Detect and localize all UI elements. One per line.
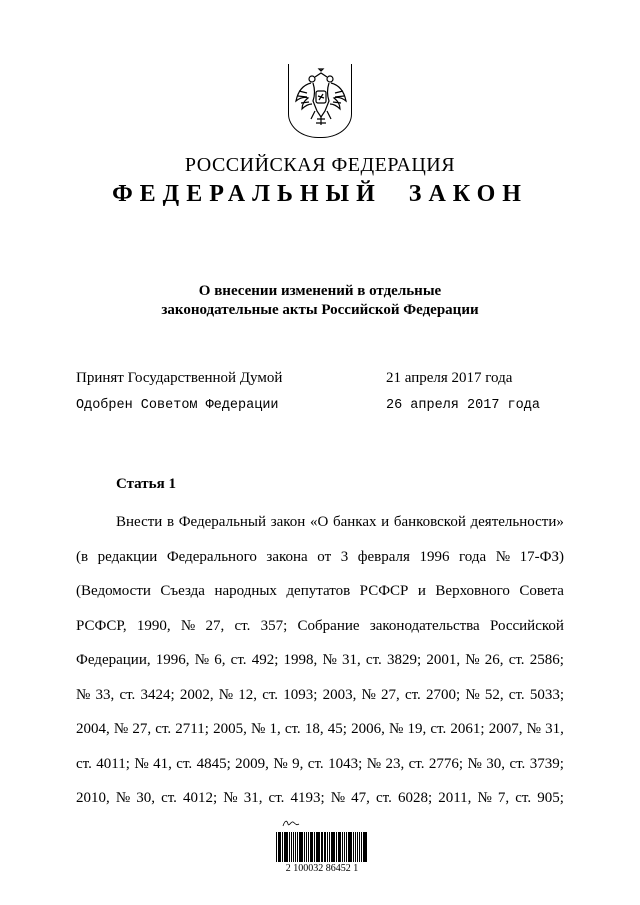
article-heading: Статья 1 [116, 476, 176, 492]
council-approval-date: 26 апреля 2017 года [386, 398, 540, 413]
article-line: ст. 4011; № 41, ст. 4845; 2009, № 9, ст. 1043; № 23, ст. 2776; № 30, ст. 3739; [76, 755, 564, 772]
article-line: (в редакции Федерального закона от 3 февраля 1996 года № 17-ФЗ) [76, 548, 564, 565]
article-line: (Ведомости Съезда народных депутатов РСФСР и Верховного Совета [76, 583, 564, 599]
article-body [76, 505, 564, 816]
law-title [0, 282, 640, 320]
document-barcode [276, 826, 368, 874]
article-line: РСФСР, 1990, № 27, ст. 357; Собрание законодательства Российской [76, 617, 564, 634]
article-line: № 33, ст. 3424; 2002, № 12, ст. 1093; 2003, № 27, ст. 2700; № 52, ст. 5033; [76, 686, 564, 703]
barcode-bars [276, 832, 368, 862]
country-name: РОССИЙСКАЯ ФЕДЕРАЦИЯ [184, 154, 456, 176]
handwritten-mark-icon [282, 818, 300, 828]
law-title-line-2: законодательные акты Российской Федерации [161, 302, 479, 318]
council-approval-label: Одобрен Советом Федерации [76, 398, 279, 413]
duma-adoption-label: Принят Государственной Думой [76, 370, 283, 386]
barcode-number: 2 100032 86452 1 [285, 863, 359, 874]
state-emblem [288, 64, 352, 138]
article-line: 2004, № 27, ст. 2711; 2005, № 1, ст. 18, 45; 2006, № 19, ст. 2061; 2007, № 31, [76, 721, 564, 737]
article-line: Федерации, 1996, № 6, ст. 492; 1998, № 31, ст. 3829; 2001, № 26, ст. 2586; [76, 652, 564, 668]
article-line: 2010, № 30, ст. 4012; № 31, ст. 4193; № 47, ст. 6028; 2011, № 7, ст. 905; [76, 790, 564, 806]
article-line: Внести в Федеральный закон «О банках и банковской деятельности» [116, 514, 564, 530]
double-headed-eagle-icon [293, 67, 349, 129]
law-title-line-1: О внесении изменений в отдельные [198, 283, 442, 299]
duma-adoption-date: 21 апреля 2017 года [386, 370, 513, 386]
law-type-heading: ФЕДЕРАЛЬНЫЙ ЗАКОН [112, 181, 528, 207]
